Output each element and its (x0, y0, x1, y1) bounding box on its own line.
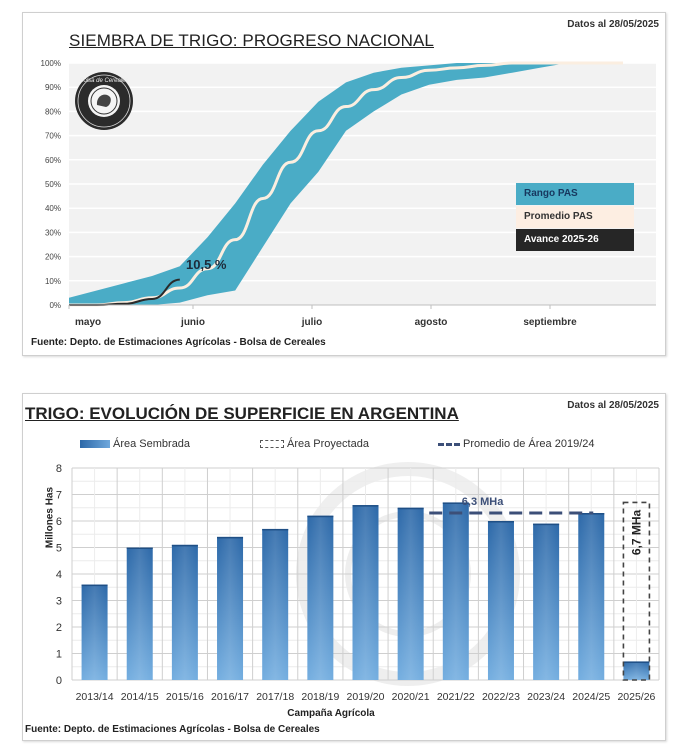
y-tick-label: 60% (44, 155, 61, 165)
y-axis-title: Millones Has (44, 486, 56, 549)
y-tick-label: 90% (44, 83, 61, 93)
legend-range: Rango PAS (516, 183, 634, 205)
y-tick-label: 20% (44, 252, 61, 262)
month-label: junio (181, 317, 205, 328)
y-tick-label: 10% (44, 276, 61, 286)
x-axis-title: Campaña Agrícola (287, 708, 375, 719)
category-label: 2013/14 (75, 691, 114, 703)
category-label: 2018/19 (301, 691, 340, 703)
month-label: mayo (75, 317, 102, 328)
y-tick-label: 70% (44, 131, 61, 141)
current-progress-label: 10,5 % (186, 257, 227, 272)
y-tick-label: 6 (55, 516, 62, 528)
category-label: 2022/23 (481, 691, 520, 703)
category-label: 2020/21 (391, 691, 430, 703)
category-label: 2014/15 (120, 691, 159, 703)
area-evolution-panel (22, 393, 666, 741)
month-label: septiembre (523, 317, 577, 328)
category-label: 2015/16 (165, 691, 204, 703)
date-label: Datos al 28/05/2025 (567, 400, 659, 411)
category-label: 2019/20 (346, 691, 385, 703)
category-label: 2016/17 (211, 691, 250, 703)
legend-projected-label: Área Proyectada (287, 438, 369, 450)
legend-planted-label: Área Sembrada (113, 438, 191, 450)
source-note: Fuente: Depto. de Estimaciones Agrícolas - Bolsa de Cereales (31, 337, 326, 348)
projected-area-label: 6,7 MHa (629, 509, 644, 556)
x-axis-ticks (76, 691, 656, 703)
x-axis-ticks (69, 305, 577, 328)
y-tick-label: 2 (55, 622, 62, 634)
y-tick-label: 0% (49, 301, 61, 310)
category-label: 2025/26 (617, 691, 656, 703)
legend-current: Avance 2025-26 (516, 229, 634, 251)
y-tick-label: 30% (44, 228, 61, 238)
category-label: 2017/18 (256, 691, 295, 703)
source-note: Fuente: Depto. de Estimaciones Agrícolas - Bolsa de Cereales (25, 724, 320, 735)
y-tick-label: 8 (55, 463, 62, 475)
chart-title: TRIGO: EVOLUCIÓN DE SUPERFICIE EN ARGENTINA (25, 404, 459, 423)
y-tick-label: 50% (44, 180, 61, 189)
category-label: 2023/24 (527, 691, 566, 703)
y-tick-label: 40% (44, 204, 61, 214)
y-axis-ticks (56, 463, 62, 687)
category-label: 2024/25 (572, 691, 611, 703)
area-bar-chart (23, 394, 665, 740)
y-axis-ticks (41, 59, 61, 310)
y-tick-label: 7 (55, 489, 62, 502)
month-label: julio (301, 317, 323, 328)
y-tick-label: 0 (55, 675, 62, 687)
y-tick-label: 100% (40, 59, 61, 68)
y-tick-label: 1 (55, 648, 62, 661)
planting-progress-panel (22, 12, 666, 356)
legend-average-label: Promedio de Área 2019/24 (463, 438, 595, 450)
legend-average: Promedio PAS (516, 206, 634, 228)
y-tick-label: 5 (55, 542, 62, 555)
bolsa-logo (75, 72, 133, 130)
y-tick-label: 80% (44, 107, 61, 117)
svg-text:Bolsa de Cereales: Bolsa de Cereales (79, 78, 129, 84)
average-area-label: 6,3 MHa (461, 496, 504, 509)
y-tick-label: 3 (55, 595, 62, 608)
date-label: Datos al 28/05/2025 (567, 19, 659, 30)
y-tick-label: 4 (55, 569, 62, 581)
category-label: 2021/22 (436, 691, 475, 703)
month-label: agosto (414, 317, 448, 328)
chart-title: SIEMBRA DE TRIGO: PROGRESO NACIONAL (69, 31, 434, 50)
